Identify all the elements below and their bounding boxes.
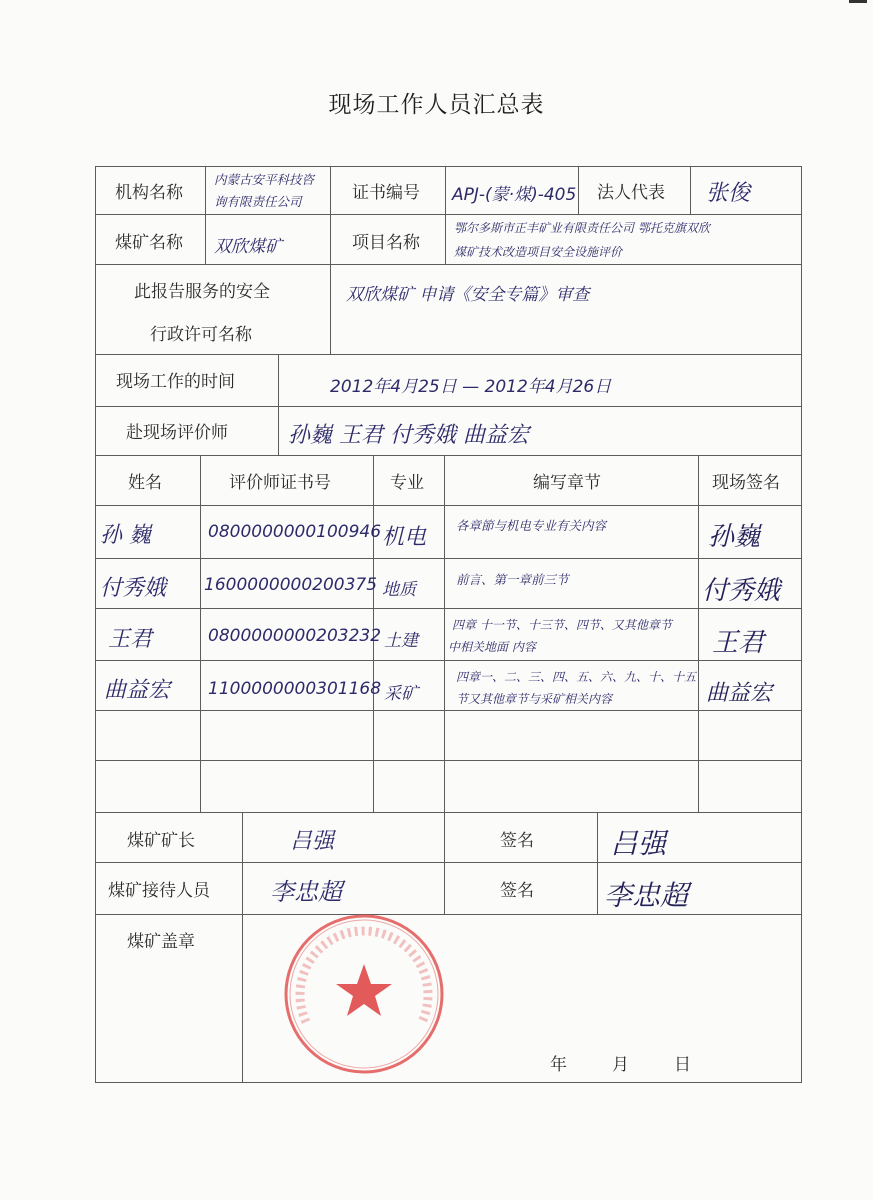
legal-rep-label: 法人代表 xyxy=(597,183,665,203)
row-signature: 付秀娥 xyxy=(702,576,781,606)
project-label: 项目名称 xyxy=(352,233,420,253)
table-header-signature: 现场签名 xyxy=(712,473,780,493)
date-year-label: 年 xyxy=(550,1055,567,1075)
date-day-label: 日 xyxy=(674,1055,691,1075)
scan-corner-mark xyxy=(849,0,867,3)
row-signature: 曲益宏 xyxy=(706,681,773,706)
official-seal-image xyxy=(282,912,446,1076)
row-chapters-line1: 前言、第一章前三节 xyxy=(456,572,569,587)
row-name: 曲益宏 xyxy=(104,678,171,703)
permit-label-line2: 行政许可名称 xyxy=(150,325,252,345)
row-cert: 1600000000200375 xyxy=(204,575,378,595)
row-major: 机电 xyxy=(382,525,427,550)
receiver-label: 煤矿接待人员 xyxy=(108,881,210,901)
row-chapters-line1: 四章 十一节、十三节、四节、又其他章节 xyxy=(452,618,672,632)
certificate-value: APJ-(蒙·煤)-405 xyxy=(452,185,577,205)
institution-label: 机构名称 xyxy=(115,183,183,203)
certificate-label: 证书编号 xyxy=(352,183,420,203)
onsite-time-label: 现场工作的时间 xyxy=(116,372,235,392)
mine-head-label: 煤矿矿长 xyxy=(127,831,195,851)
evaluators-label: 赴现场评价师 xyxy=(126,423,228,443)
date-month-label: 月 xyxy=(612,1055,629,1075)
permit-value: 双欣煤矿 申请《安全专篇》审查 xyxy=(346,285,590,305)
row-chapters-line1: 四章一、二、三、四、五、六、九、十、十五 xyxy=(456,670,697,684)
row-cert: 0800000000100946 xyxy=(208,522,382,542)
row-major: 地质 xyxy=(382,580,416,600)
row-chapters-line1: 各章節与机电专业有关内容 xyxy=(456,518,607,533)
receiver-signature: 李忠超 xyxy=(604,879,689,912)
onsite-time-value: 2012年4月25日 — 2012年4月26日 xyxy=(330,377,612,397)
table-header-cert: 评价师证书号 xyxy=(229,473,331,493)
mine-head-value: 吕强 xyxy=(290,829,335,854)
table-header-name: 姓名 xyxy=(128,473,162,493)
row-chapters-line2: 节又其他章节与采矿相关内容 xyxy=(456,692,613,706)
receiver-sign-label: 签名 xyxy=(500,881,534,901)
project-value-line1: 鄂尔多斯市正丰矿业有限责任公司 鄂托克旗双欣 xyxy=(454,221,710,235)
row-signature: 孙巍 xyxy=(708,522,761,552)
legal-rep-value: 张俊 xyxy=(706,181,751,206)
institution-value-line1: 内蒙古安平科技咨 xyxy=(214,172,315,187)
row-name: 王君 xyxy=(108,627,153,652)
table-header-chapters: 编写章节 xyxy=(533,473,601,493)
mine-head-signature: 吕强 xyxy=(610,827,667,860)
row-cert: 1100000000301168 xyxy=(208,679,382,699)
seal-label: 煤矿盖章 xyxy=(127,932,195,952)
project-value-line2: 煤矿技术改造项目安全设施评价 xyxy=(454,245,623,259)
row-major: 土建 xyxy=(384,631,418,651)
row-chapters-line2: 中相关地面 内容 xyxy=(448,640,536,654)
row-signature: 王君 xyxy=(712,628,765,658)
row-name: 付秀娥 xyxy=(100,576,167,601)
institution-value-line2: 询有限责任公司 xyxy=(214,194,302,209)
mine-label: 煤矿名称 xyxy=(115,233,183,253)
permit-label-line1: 此报告服务的安全 xyxy=(134,282,270,302)
mine-value: 双欣煤矿 xyxy=(214,237,282,257)
row-major: 采矿 xyxy=(384,684,418,704)
row-cert: 0800000000203232 xyxy=(208,626,382,646)
row-name: 孙 巍 xyxy=(100,523,151,548)
mine-head-sign-label: 签名 xyxy=(500,831,534,851)
page-title: 现场工作人员汇总表 xyxy=(328,92,545,118)
table-header-major: 专业 xyxy=(390,473,424,493)
evaluators-value: 孙巍 王君 付秀娥 曲益宏 xyxy=(288,423,529,448)
receiver-value: 李忠超 xyxy=(270,878,342,906)
